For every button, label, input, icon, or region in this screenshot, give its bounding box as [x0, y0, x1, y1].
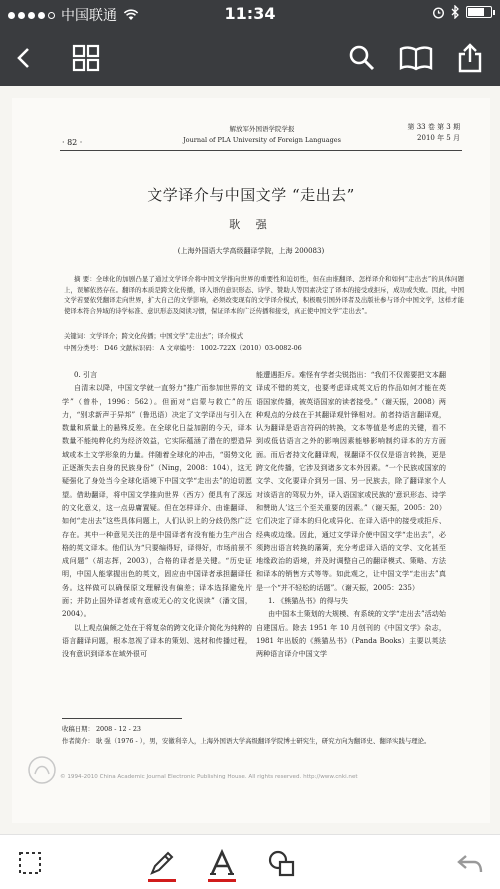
search-icon	[348, 44, 376, 72]
select-tool-button[interactable]	[10, 844, 50, 882]
date-label: 2010 年 5 月	[417, 134, 460, 142]
battery-level	[468, 8, 484, 16]
journal-name-cn: 解放军外国语学院学报	[229, 125, 295, 133]
back-button[interactable]	[4, 38, 44, 78]
search-button[interactable]	[342, 38, 382, 78]
shapes-tool-button[interactable]	[262, 844, 302, 882]
pen-color-bar	[148, 879, 176, 882]
article-abstract: 摘 要：全球化的加剧凸显了通过文学译介将中国文学推向世界的重要性和迫切性，但在由谁翻译、怎样译介和如何“走出去”的具体问题上，误解依然存在。翻译的本质是跨文化传播，译入语的意识形态、诗学、赞助人等因素决定了译本的接受或拒斥，成功或失败。因此，中国文学若要依凭翻译走向世界，扩大自己的文学影响，必须改变现有的文学译介模式，积极吸引国外译者及出版社参与译介中国文学，这样才能使译本符合异域的诗学标准、意识形态及阅读习惯，保证译本的广泛传播和接受，真正使中国文学“走出去”。	[64, 275, 464, 315]
top-toolbar	[0, 28, 500, 86]
watermark-logo	[26, 754, 58, 786]
article-classification: 中图分类号： D46 文献标识码： A 文章编号： 1002-722X（2010）03-0082-06	[64, 344, 302, 352]
pen-tool-button[interactable]	[142, 844, 182, 882]
section-heading: 0. 引言	[74, 370, 98, 379]
volume-label: 第 33 卷 第 3 期	[407, 123, 460, 131]
text-icon	[208, 849, 236, 877]
paragraph: 自清末以降，中国文学就一直努力“推广而参加世界的文学”（曾朴，1996：562）。但面对“启蒙与救亡”的压力，“别求新声于异邦”（鲁迅语）决定了文学译出与引入在数量和质量上的悬殊反差。在全球化日益加剧的今天，译本数量不能纯粹化约为经济效益，它实际蕴涵了潜在的塑造异域或本土文学形象的力量。伴随着全球化的冲击，“弱势文化正逐渐失去自身的民族身份”（Ning，2008：104），这无疑强化了身处当今全球化语境下中国文学“走出去”的迫切愿望。借助翻译，将中国文学推向世界（西方）便具有了深远的文化意义，这一点毋庸置疑。但在怎样译介、由谁翻译、如何“走出去”这些具体问题上，人们认识上的分歧仍然广泛存在。其中一种意见关注的是中国译者有没有能力生产出合格的英文译本。他们认为“只要编得好，译得好，市场前景不成问题”（胡志挥，2003），合格的译者是关键。“历史证明，中国人能掌握出色的英文，固应由中国译者承担翻译任务。这样做可以确保原文理解没有偏差；译本选择避免片面；并防止国外译者或有意或无心的文化误读”（潘文国，2004）。	[62, 383, 252, 619]
select-icon	[17, 850, 43, 876]
paragraph: 由中国本土策划的大规模、有系统的文学“走出去”活动始自建国后。除去 1951 年 10 月创刊的《中国文学》杂志，1981 年出版的《熊猫丛书》（Panda Books）主要以英法两种语言译介中国文学	[256, 609, 446, 659]
undo-button[interactable]	[450, 844, 490, 882]
grid-icon	[72, 44, 100, 72]
text-tool-button[interactable]	[202, 844, 242, 882]
article-title: 文学译介与中国文学 “走出去”	[147, 186, 355, 204]
share-button[interactable]	[450, 38, 490, 78]
article-affiliation: (上海外国语大学高级翻译学院，上海 200083)	[177, 247, 325, 255]
footnote-rule	[62, 718, 182, 719]
pen-icon	[148, 849, 176, 877]
share-icon	[457, 43, 483, 73]
text-color-bar	[208, 879, 236, 882]
book-icon	[399, 45, 433, 71]
alarm-icon	[432, 6, 445, 19]
undo-icon	[456, 852, 484, 874]
bluetooth-icon	[451, 5, 460, 19]
text-column-left	[62, 368, 252, 661]
issue-info	[360, 122, 460, 144]
pdf-page[interactable]	[12, 98, 490, 823]
copyright-notice: © 1994-2010 China Academic Journal Electronic Publishing House. All rights reserved. http://www.cnki.net	[60, 774, 358, 780]
shapes-icon	[267, 849, 297, 877]
text-column-right	[256, 368, 446, 661]
journal-name-en: Journal of PLA University of Foreign Languages	[183, 136, 341, 144]
article-keywords: 关键词：文学译介；跨文化传播；中国文学“走出去”；译介模式	[64, 332, 244, 340]
carrier-label: 中国联通	[61, 8, 117, 24]
thumbnails-button[interactable]	[66, 38, 106, 78]
status-bar	[0, 0, 500, 28]
clock: 11:34	[224, 4, 276, 23]
paragraph: 以上观点偏颇之处在于将复杂的跨文化译介简化为纯粹的语言翻译问题，根本忽视了译本的策划、选材和传播过程，没有意识到译本在域外很可	[62, 622, 252, 659]
document-viewer[interactable]	[0, 86, 500, 834]
footnotes	[62, 723, 462, 747]
status-right	[432, 5, 492, 19]
article-author: 耿 强	[229, 218, 273, 231]
page-number: · 82 ·	[62, 138, 83, 147]
library-button[interactable]	[396, 38, 436, 78]
journal-name	[152, 124, 372, 146]
header-rule	[60, 150, 462, 151]
battery-icon	[466, 6, 492, 18]
paragraph: 能遭遇拒斥。难怪有学者尖锐指出：“我们不仅需要把文本翻译成不错的英文，也要考虑译成英文后的作品如何才能在英语国家传播，被英语国家的读者接受。”（谢天振，2008）两种观点的分歧在于其翻译观针锋相对。前者持语言翻译观，认为翻译是语言符码的转换，文本等值是考虑的关键，看不到或低估语言之外的影响因素能够影响制约译本的方方面面。而后者持文化翻译观，视翻译不仅仅是语言转换，更是跨文化传播，它涉及到诸多文本外因素。“一个民族或国家的文学、文化要译介到另一国、另一民族去，除了翻译家个人对该语言的驾驭力外，译入语国家或民族的‘意识形态、诗学和赞助人’这三个至关重要的因素。”（谢天振，2005：20）它们决定了译本的归化或异化、在译入语中的接受或拒斥、经典或边缘。因此，通过文学译介使中国文学“走出去”，必须跨出语言转换的藩篱，充分考虑译入语的文学、文化甚至地缘政治的语境，并及时调整自己的翻译模式、策略、方法和译本的销售方式等等。如此观之，让中国文学“走出去”真是一个“并不轻松的话题”。（谢天振，2005：235）	[256, 370, 446, 592]
annotation-toolbar	[0, 834, 500, 889]
received-date: 收稿日期： 2008 - 12 - 23	[62, 725, 141, 733]
back-icon	[14, 46, 34, 70]
section-heading: 1. 《熊猫丛书》的得与失	[268, 596, 348, 606]
author-bio: 作者简介： 耿 强（1976 - ），男，安徽利辛人，上海外国语大学高级翻译学院博士研究生，研究方向为翻译史、翻译实践与理论。	[62, 737, 431, 745]
